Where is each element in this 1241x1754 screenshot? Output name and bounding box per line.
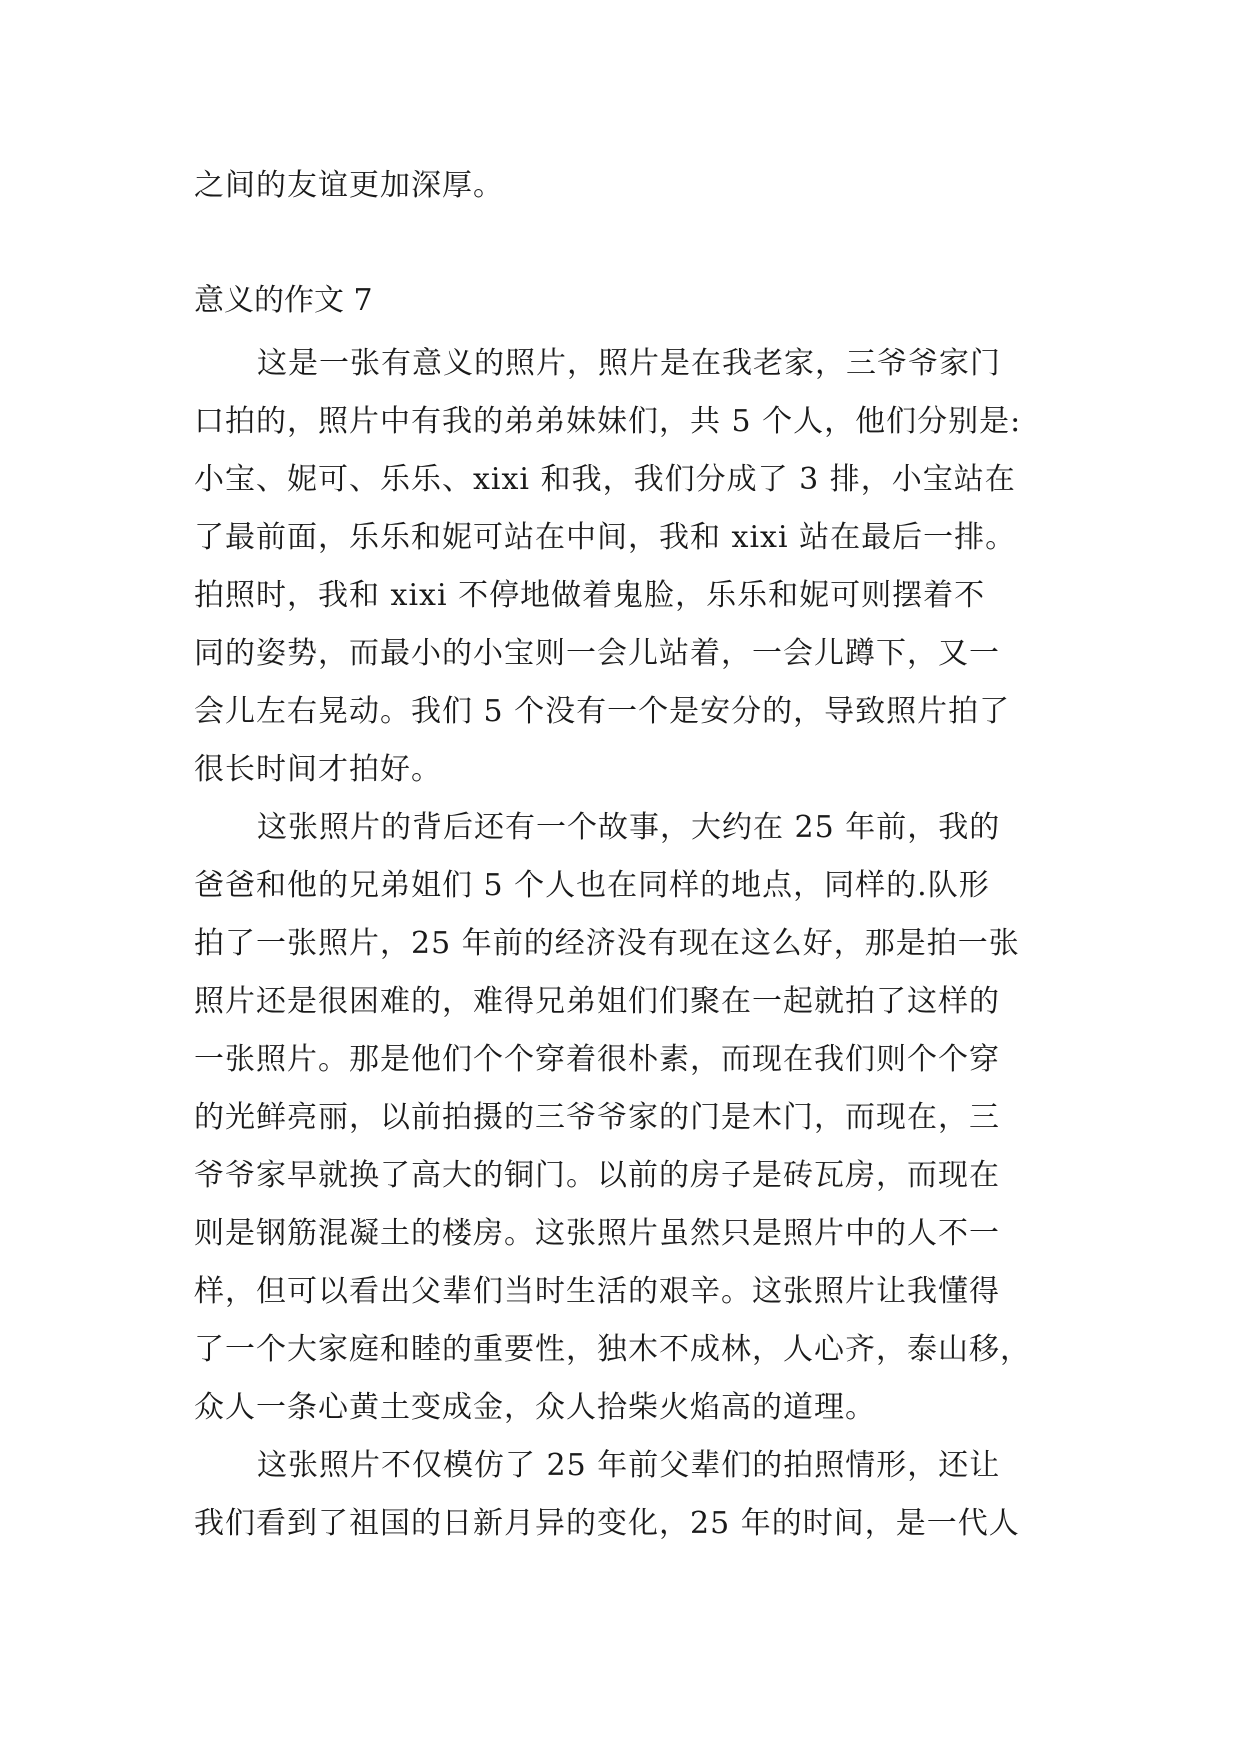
paragraph-2-line: 了一个大家庭和睦的重要性，独木不成林，人心齐，泰山移， — [194, 1332, 1031, 1367]
paragraph-1-line: 口拍的，照片中有我的弟弟妹妹们，共 5 个人，他们分别是: — [194, 404, 1022, 439]
paragraph-2-line: 的光鲜亮丽，以前拍摄的三爷爷家的门是木门，而现在，三 — [194, 1100, 1000, 1135]
paragraph-2-line: 众人一条心黄土变成金，众人拾柴火焰高的道理。 — [194, 1390, 876, 1425]
paragraph-1-line: 了最前面，乐乐和妮可站在中间，我和 xixi 站在最后一排。 — [194, 520, 1017, 555]
paragraph-2-line: 爷爷家早就换了高大的铜门。以前的房子是砖瓦房，而现在 — [194, 1158, 1000, 1193]
previous-paragraph-tail: 之间的友谊更加深厚。 — [194, 168, 504, 203]
paragraph-3-line: 我们看到了祖国的日新月异的变化，25 年的时间，是一代人 — [194, 1506, 1020, 1541]
paragraph-2-line: 这张照片的背后还有一个故事，大约在 25 年前，我的 — [257, 810, 1001, 845]
paragraph-2-line: 则是钢筋混凝土的楼房。这张照片虽然只是照片中的人不一 — [194, 1216, 1000, 1251]
paragraph-2-line: 拍了一张照片，25 年前的经济没有现在这么好，那是拍一张 — [194, 926, 1020, 961]
paragraph-1-line: 小宝、妮可、乐乐、xixi 和我，我们分成了 3 排，小宝站在 — [194, 462, 1016, 497]
paragraph-2-line: 一张照片。那是他们个个穿着很朴素，而现在我们则个个穿 — [194, 1042, 1000, 1077]
paragraph-1-line: 同的姿势，而最小的小宝则一会儿站着，一会儿蹲下，又一 — [194, 636, 1000, 671]
paragraph-2-line: 样，但可以看出父辈们当时生活的艰辛。这张照片让我懂得 — [194, 1274, 1000, 1309]
paragraph-1-line: 这是一张有意义的照片，照片是在我老家，三爷爷家门 — [257, 346, 1001, 381]
paragraph-3-line: 这张照片不仅模仿了 25 年前父辈们的拍照情形，还让 — [257, 1448, 1001, 1483]
paragraph-2-line: 照片还是很困难的，难得兄弟姐们们聚在一起就拍了这样的 — [194, 984, 1000, 1019]
essay-heading: 意义的作文 7 — [194, 283, 373, 318]
paragraph-2-line: 爸爸和他的兄弟姐们 5 个人也在同样的地点，同样的.队形 — [194, 868, 990, 903]
paragraph-1-line: 会儿左右晃动。我们 5 个没有一个是安分的，导致照片拍了 — [194, 694, 1011, 729]
paragraph-1-line: 拍照时，我和 xixi 不停地做着鬼脸，乐乐和妮可则摆着不 — [194, 578, 986, 613]
paragraph-1-line: 很长时间才拍好。 — [194, 752, 442, 787]
